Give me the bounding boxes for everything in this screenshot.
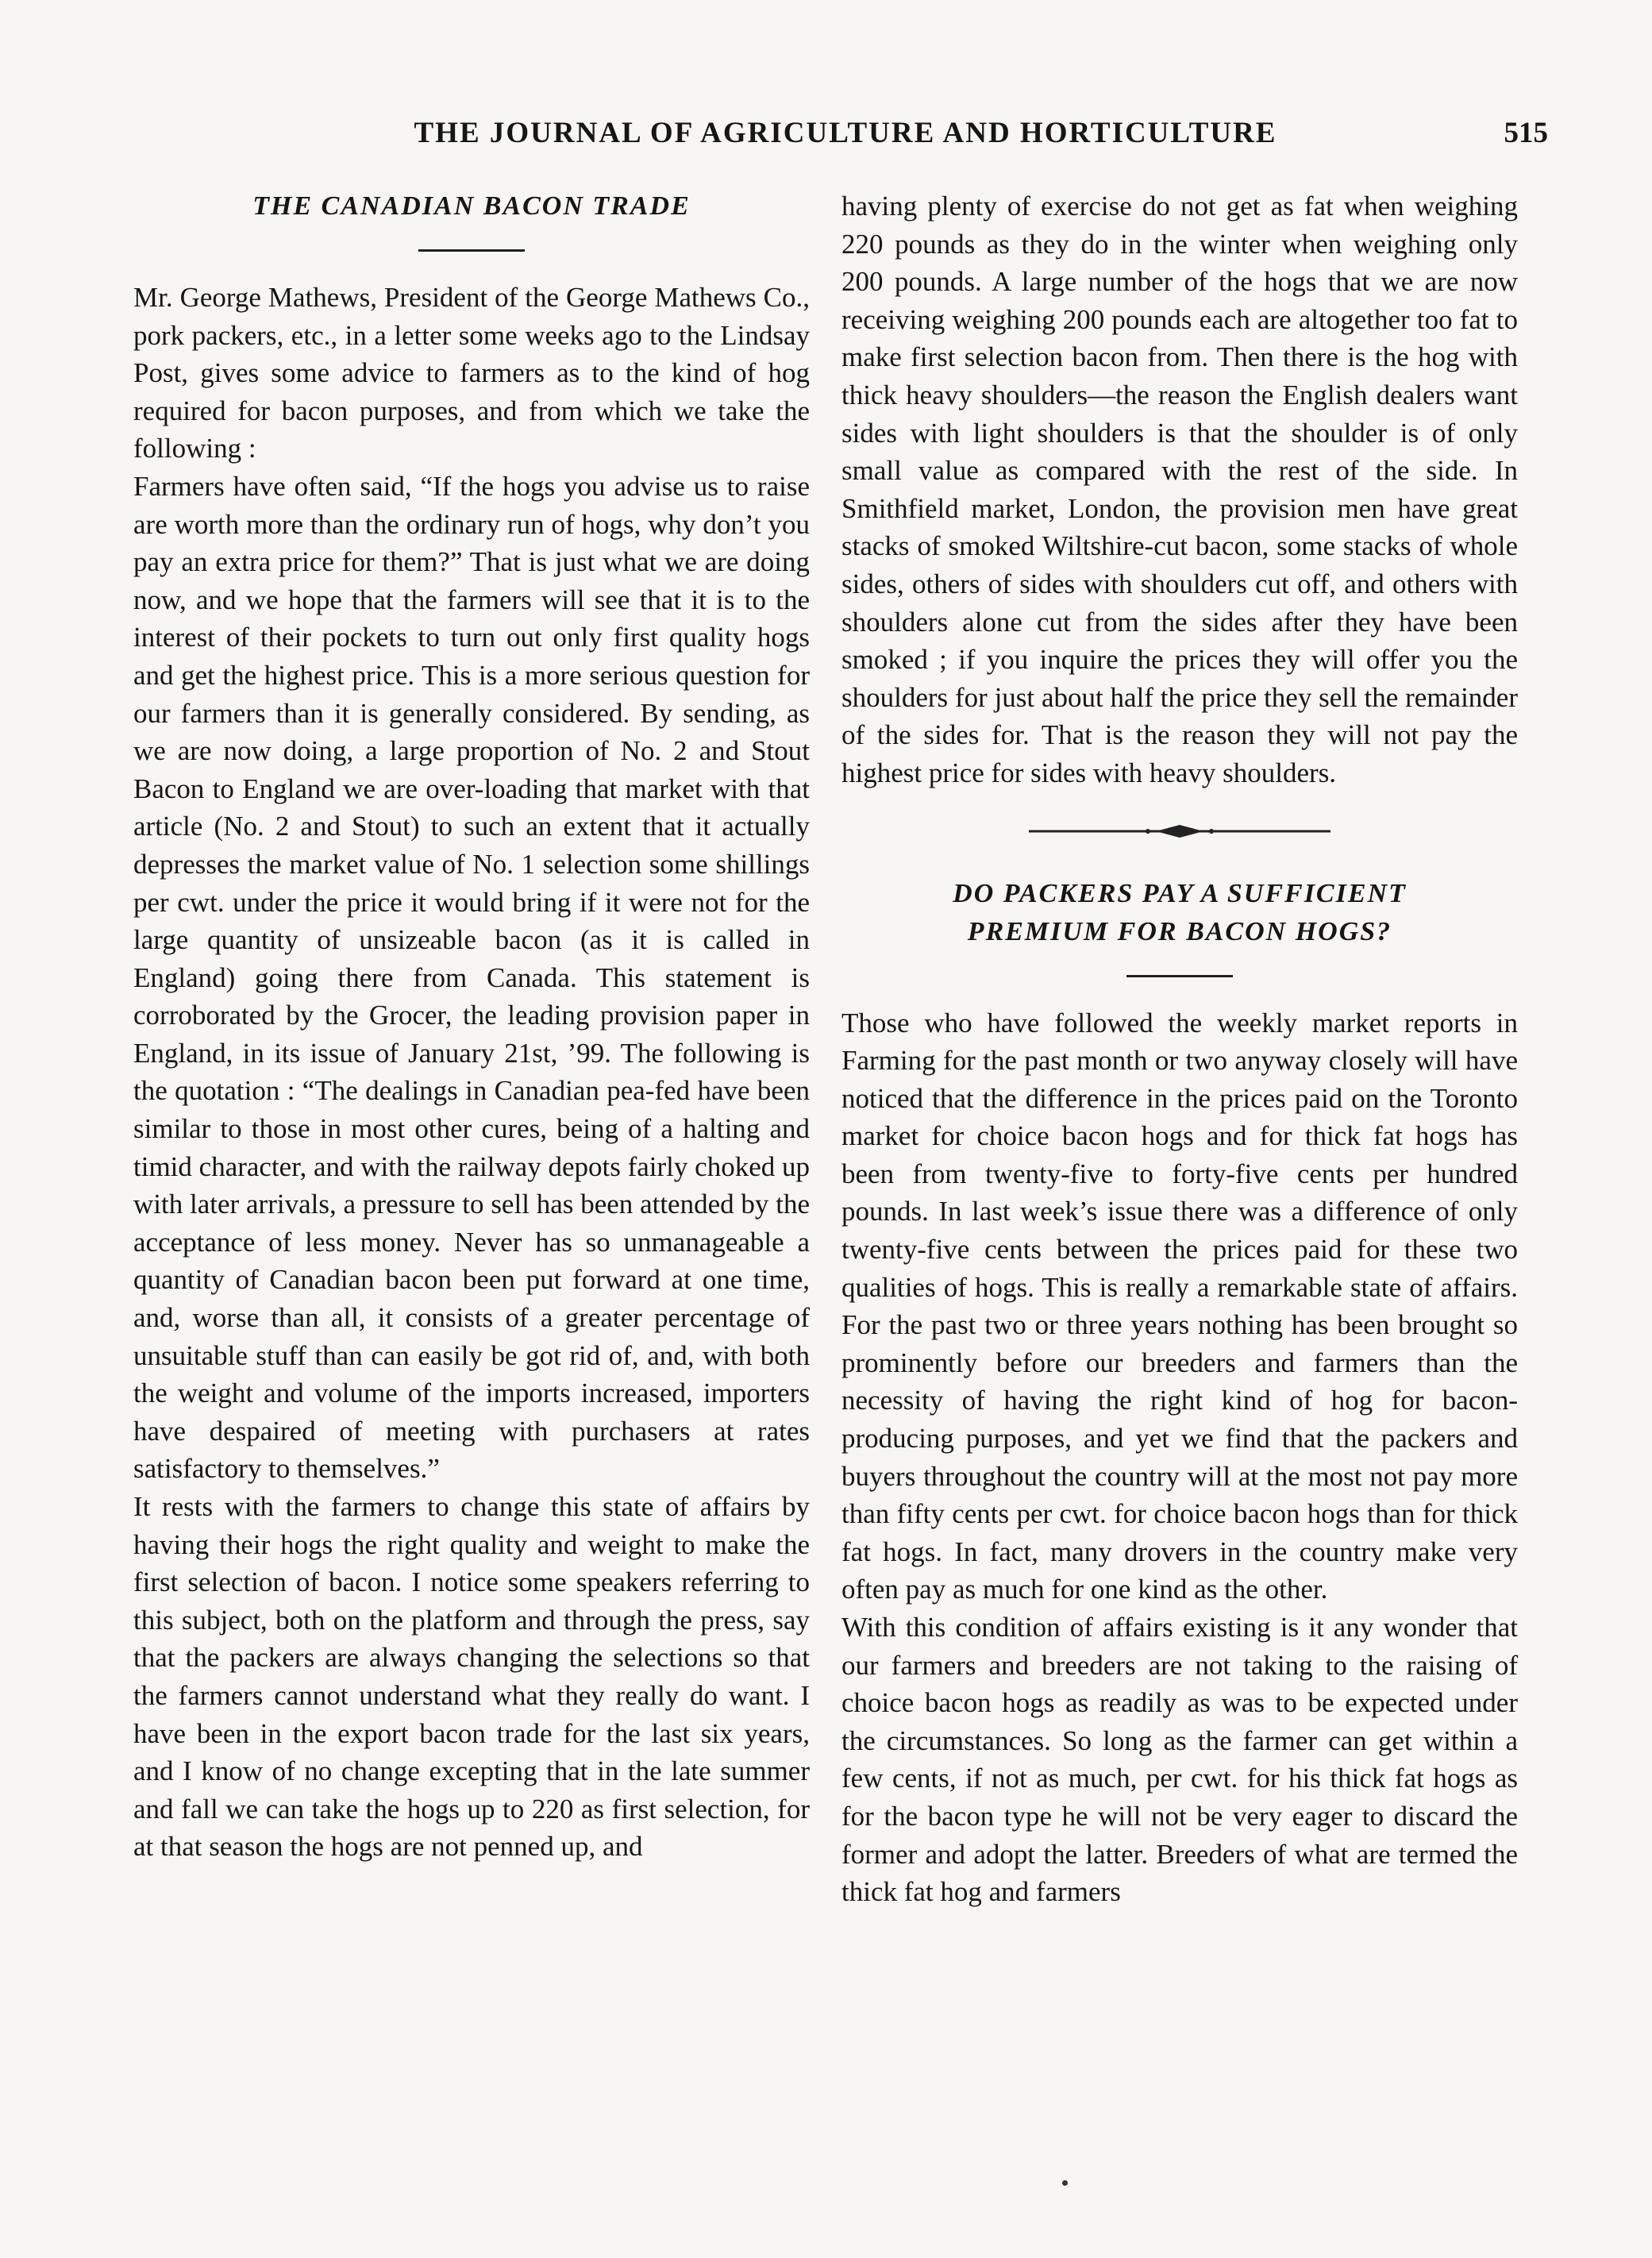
article-paragraph: It rests with the farmers to change this state of affairs by having their hogs the right quality and weight to make the first selection of bacon. I notice some speakers referring to this subject, both on the platform and through the press, say that the packers are always changing the selections so that the farmers cannot understand what they really do want. I have been in the export bacon trade for the last six years, and I know of no change excepting that in the late summer and fall we can take the hogs up to 220 as first selection, for at that season the hogs are not penned up, and [133, 1491, 810, 1863]
article-paragraph: Farmers have often said, “If the hogs you advise us to raise are worth more than the ordinary run of hogs, why don’t you pay an extra price for them?” That is just what we are doing now, and we hope that the farmers will see that it is to the interest of their pockets to turn out only first quality hogs and get the highest price. This is a more serious question for our farmers than it is generally considered. By sending, as we are now doing, a large proportion of No. 2 and Stout Bacon to England we are over-loading that market with that article (No. 2 and Stout) to such an extent that it actually depresses the market value of No. 1 selection some shillings per cwt. under the price it would bring if it were not for the large quantity of unsizeable bacon (as it is called in England) going there from Canada. This statement is corroborated by the Grocer, the leading provision paper in England, in its issue of January 21st, ’99. The following is the quotation : “The dealings in Canadian pea-fed have been similar to those in most other cures, being of a halting and timid character, and with the railway depots fairly choked up with later arrivals, a pressure to sell has been attended by the acceptance of less money. Never has so unmanageable a quantity of Canadian bacon been put forward at one time, and, worse than all, it consists of a greater percentage of unsuitable stuff than can easily be got rid of, and, with both the weight and volume of the imports increased, importers have despaired of meeting with purchasers at rates satisfactory to themselves.” [133, 470, 810, 1485]
article-title-line: PREMIUM FOR BACON HOGS? [967, 916, 1392, 946]
title-rule [1126, 975, 1233, 977]
article-title-line: DO PACKERS PAY A SUFFICIENT [953, 878, 1407, 908]
article-title: THE CANADIAN BACON TRADE [252, 191, 691, 221]
journal-title: THE JOURNAL OF AGRICULTURE AND HORTICULTURE [414, 117, 1277, 149]
article-paragraph: With this condition of affairs existing is it any wonder that our farmers and breeders are not taking to the raising of choice bacon hogs as readily as was to be expected under the circumstances. So long as the farmer can get within a few cents, if not as much, per cwt. for his thick fat hogs as for the bacon type he will not be very eager to discard the former and adopt the latter. Breeders of what are termed the thick fat hog and farmers [841, 1612, 1518, 1908]
page-number: 515 [1504, 117, 1548, 149]
title-rule [418, 249, 525, 252]
right-column [841, 187, 1518, 1911]
running-head [143, 110, 1548, 157]
printer-mark [1062, 2174, 1068, 2189]
left-column [133, 187, 810, 1866]
section-divider-ornament [1029, 823, 1330, 840]
article-paragraph-continued: having plenty of exercise do not get as fat when weighing 220 pounds as they do in the winter when weighing only 200 pounds. A large number of the hogs that we are now receiving weighing 200 pounds each are altogether too fat to make first selection bacon from. Then there is the hog with thick heavy shoulders—the reason the English dealers want sides with light shoulders is that the shoulder is of only small value as compared with the rest of the side. In Smithfield market, London, the provision men have great stacks of smoked Wiltshire-cut bacon, some stacks of whole sides, others of sides with shoulders cut off, and others with shoulders alone cut from the sides after they have been smoked ; if you inquire the prices they will offer you the shoulders for just about half the price they sell the remainder of the sides for. That is the reason they will not pay the highest price for sides with heavy shoulders. [841, 191, 1518, 788]
article-paragraph: Those who have followed the weekly market reports in Farming for the past month or two anyway closely will have noticed that the difference in the prices paid on the Toronto market for choice bacon hogs and for thick fat hogs has been from twenty-five to forty-five cents per hundred pounds. In last week’s issue there was a difference of only twenty-five cents between the prices paid for these two qualities of hogs. This is really a remarkable state of affairs. For the past two or three years nothing has been brought so prominently before our breeders and farmers than the necessity of having the right kind of hog for bacon-producing purposes, and yet we find that the packers and buyers throughout the country will at the most not pay more than fifty cents per cwt. for choice bacon hogs than for thick fat hogs. In fact, many drovers in the country make very often pay as much for one kind as the other. [841, 1007, 1518, 1605]
article-title [841, 875, 1518, 951]
article-paragraph: Mr. George Mathews, President of the George Mathews Co., pork packers, etc., in a letter some weeks ago to the Lindsay Post, gives some advice to farmers as to the kind of hog required for bacon purposes, and from which we take the following : [133, 282, 810, 464]
